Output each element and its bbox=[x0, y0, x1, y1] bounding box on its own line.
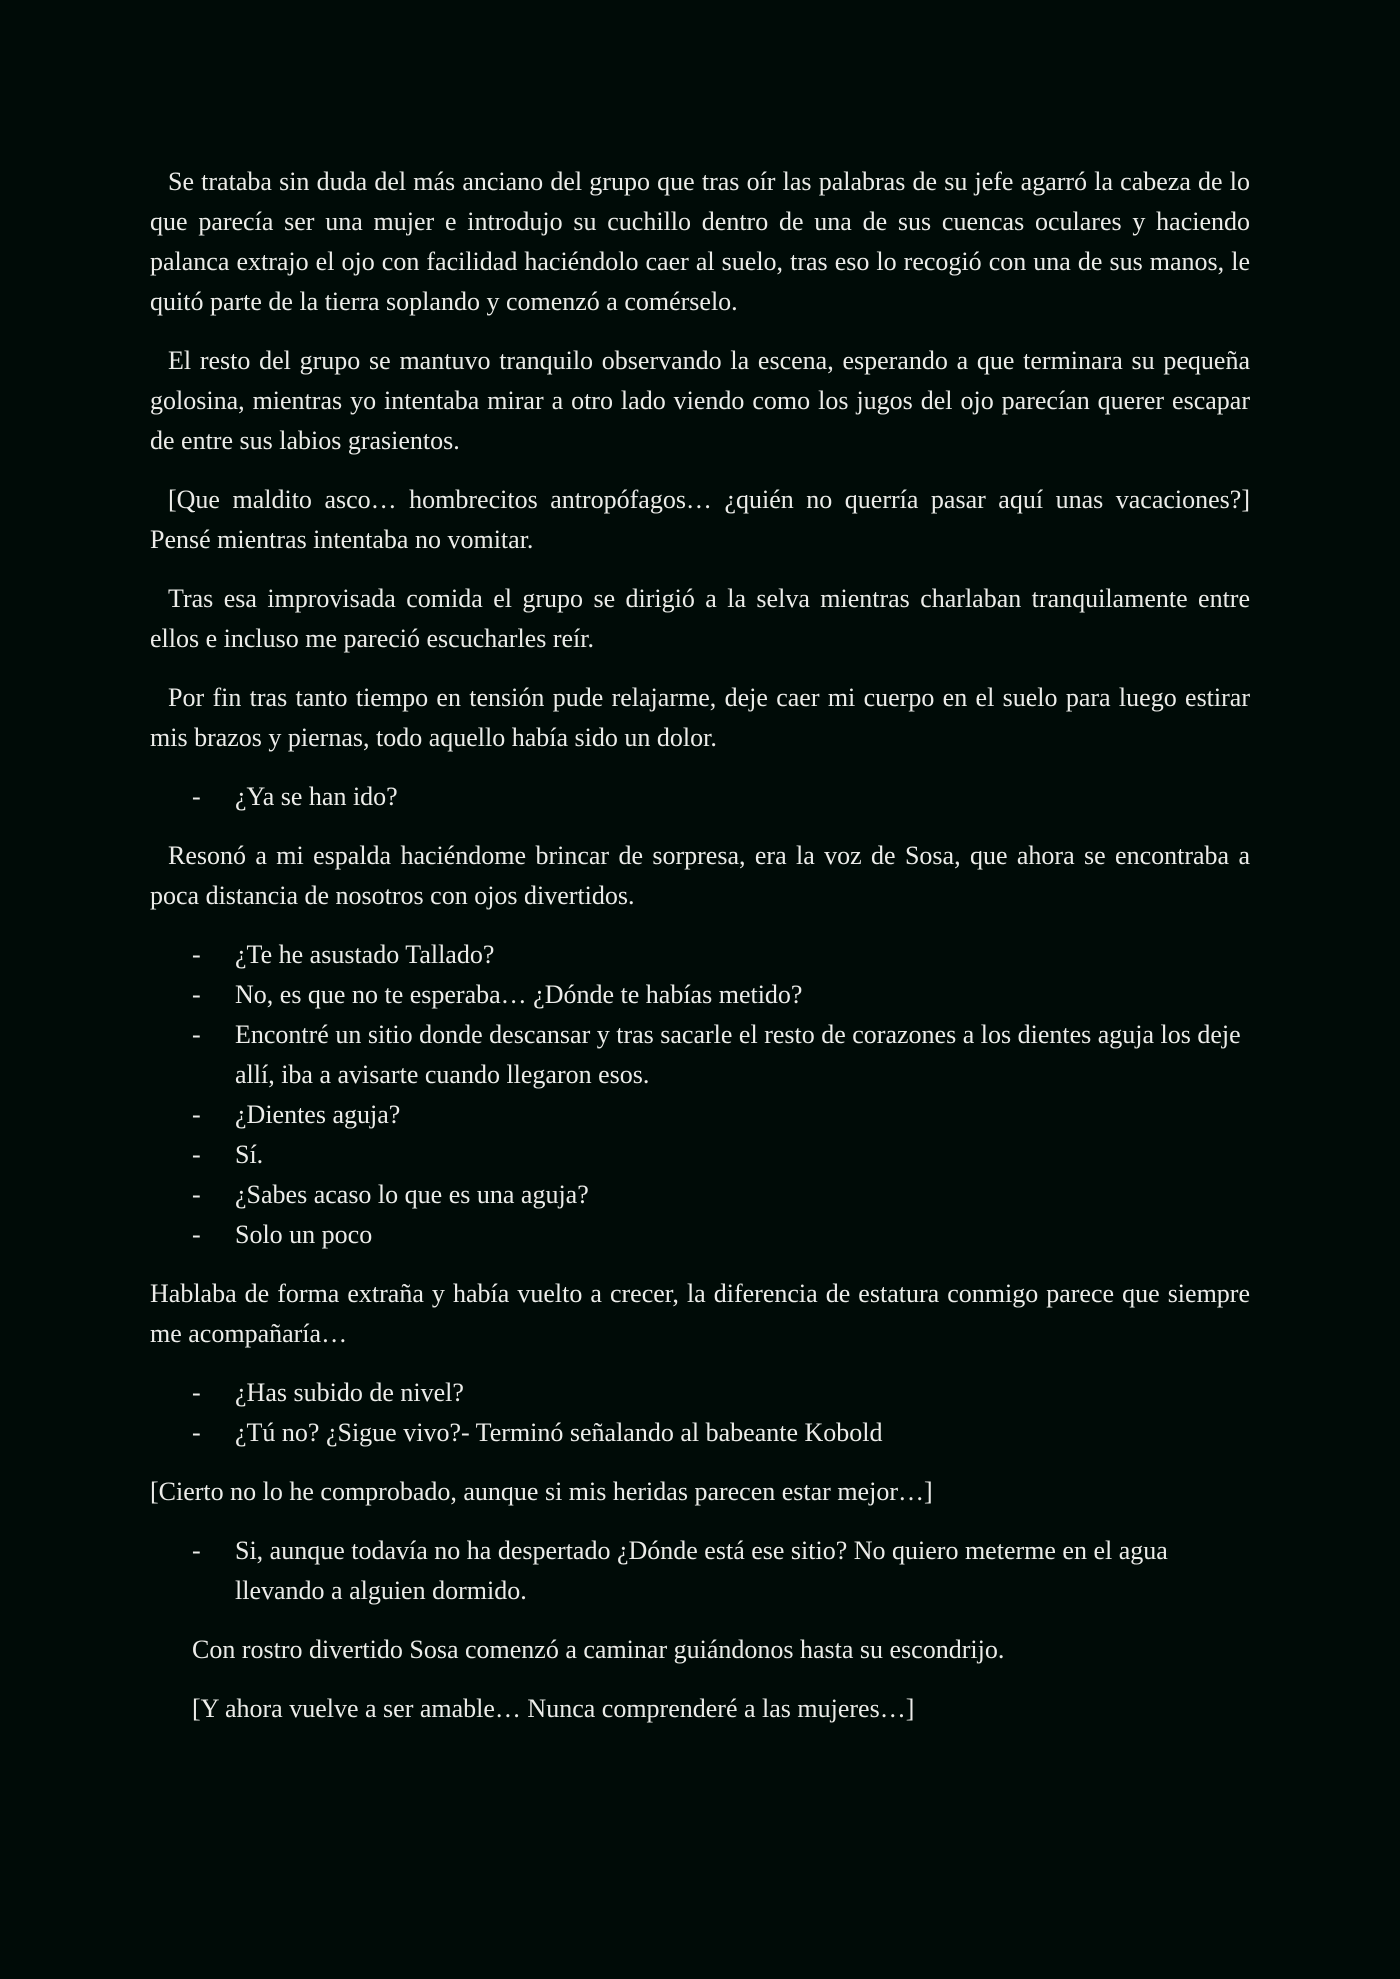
paragraph-7: Hablaba de forma extraña y había vuelto a crecer, la diferencia de estatura conmigo parece que siempre me acompañaría… bbox=[150, 1279, 1250, 1348]
dialogue-line: - Solo un poco bbox=[150, 1215, 1250, 1255]
dialogue-line: - ¿Tú no? ¿Sigue vivo?- Terminó señalando al babeante Kobold bbox=[150, 1413, 1250, 1453]
paragraph-8: [Cierto no lo he comprobado, aunque si mis heridas parecen estar mejor…] bbox=[150, 1477, 933, 1506]
paragraph-10: [Y ahora vuelve a ser amable… Nunca comprenderé a las mujeres…] bbox=[192, 1694, 915, 1723]
dialogue-line: - ¿Ya se han ido? bbox=[150, 777, 1250, 817]
dialogue-line: - Sí. bbox=[150, 1135, 1250, 1175]
paragraph-9: Con rostro divertido Sosa comenzó a caminar guiándonos hasta su escondrijo. bbox=[192, 1635, 1005, 1664]
dialogue-1 bbox=[150, 777, 1250, 817]
paragraph-3: [Que maldito asco… hombrecitos antropófagos… ¿quién no querría pasar aquí unas vacaciones?] Pensé mientras intentaba no vomitar. bbox=[150, 485, 1250, 554]
dialogue-line: - ¿Dientes aguja? bbox=[150, 1095, 1250, 1135]
document-page bbox=[150, 162, 1250, 1748]
dialogue-line: - No, es que no te esperaba… ¿Dónde te habías metido? bbox=[150, 975, 1250, 1015]
dialogue-line: - ¿Te he asustado Tallado? bbox=[150, 935, 1250, 975]
dialogue-line: - ¿Sabes acaso lo que es una aguja? bbox=[150, 1175, 1250, 1215]
dialogue-line: - Encontré un sitio donde descansar y tras sacarle el resto de corazones a los dientes aguja los deje allí, iba a avisarte cuando llegaron esos. bbox=[150, 1015, 1250, 1095]
paragraph-1: Se trataba sin duda del más anciano del grupo que tras oír las palabras de su jefe agarró la cabeza de lo que parecía ser una mujer e introdujo su cuchillo dentro de una de sus cuencas oculares y haciendo palanca extrajo el ojo con facilidad haciéndolo caer al suelo, tras eso lo recogió con una de sus manos, le quitó parte de la tierra soplando y comenzó a comérselo. bbox=[150, 167, 1250, 316]
dialogue-line: - Si, aunque todavía no ha despertado ¿Dónde está ese sitio? No quiero meterme en el agua llevando a alguien dormido. bbox=[150, 1531, 1250, 1611]
dialogue-4 bbox=[150, 1531, 1250, 1611]
paragraph-2: El resto del grupo se mantuvo tranquilo observando la escena, esperando a que terminara su pequeña golosina, mientras yo intentaba mirar a otro lado viendo como los jugos del ojo parecían querer escapar de entre sus labios grasientos. bbox=[150, 346, 1250, 455]
paragraph-5: Por fin tras tanto tiempo en tensión pude relajarme, deje caer mi cuerpo en el suelo para luego estirar mis brazos y piernas, todo aquello había sido un dolor. bbox=[150, 683, 1250, 752]
paragraph-4: Tras esa improvisada comida el grupo se dirigió a la selva mientras charlaban tranquilamente entre ellos e incluso me pareció escucharles reír. bbox=[150, 584, 1250, 653]
dialogue-line: - ¿Has subido de nivel? bbox=[150, 1373, 1250, 1413]
dialogue-2 bbox=[150, 935, 1250, 1255]
dialogue-3 bbox=[150, 1373, 1250, 1453]
paragraph-6: Resonó a mi espalda haciéndome brincar de sorpresa, era la voz de Sosa, que ahora se encontraba a poca distancia de nosotros con ojos divertidos. bbox=[150, 841, 1250, 910]
